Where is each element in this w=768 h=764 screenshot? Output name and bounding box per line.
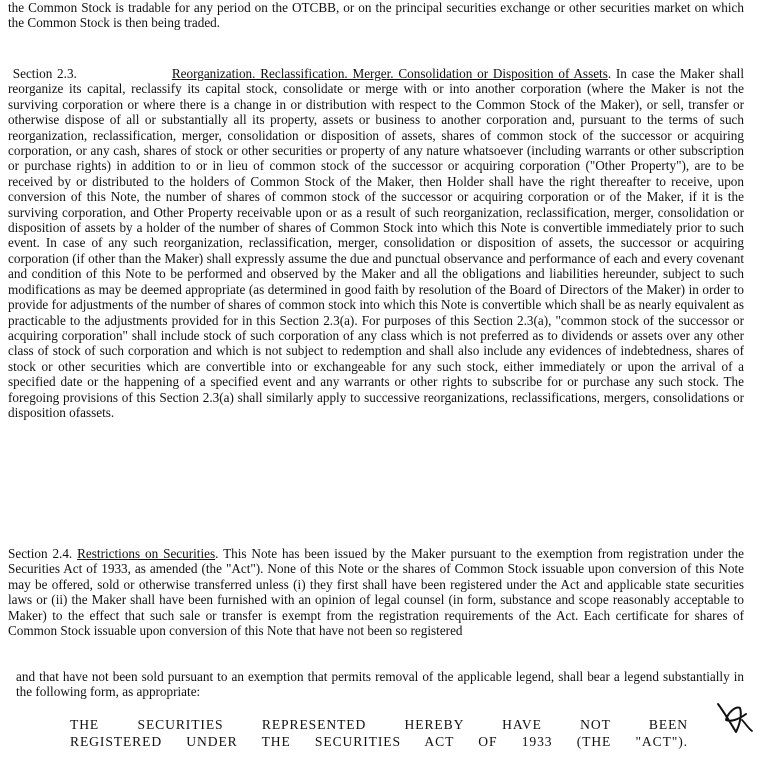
securities-legend	[70, 716, 688, 750]
top-paragraph: the Common Stock is tradable for any period on the OTCBB, or on the principal securities exchange or other securities market on which the Common Stock is then being traded.	[8, 0, 744, 31]
section-2-4	[8, 546, 744, 638]
section-2-4-continuation: and that have not been sold pursuant to an exemption that permits removal of the applicable legend, shall bear a legend substantially in the following form, as appropriate:	[16, 669, 744, 700]
section-2-4-body: . This Note has been issued by the Maker pursuant to the exemption from registration under the Securities Act of 1933, as amended (the "Act"). None of this Note or the shares of Common Stock issuable upon conversion of this Note may be offered, sold or otherwise transferred unless (i) they first shall have been registered under the Act and applicable state securities laws or (ii) the Maker shall have been furnished with an opinion of legal counsel (in form, substance and scope reasonably acceptable to Maker) to the effect that such sale or transfer is exempt from the registration requirements of the Act. Each certificate for shares of Common Stock issuable upon conversion of this Note that have not been so registered	[8, 546, 745, 639]
legend-line-1: THE SECURITIES REPRESENTED HEREBY HAVE NOT BEEN	[70, 717, 688, 732]
section-2-3-body: . In case the Maker shall reorganize its capital, reclassify its capital stock, consolidate or merge with or into another corporation (where the Maker is not the surviving corporation or where there is a change in or distribution with respect to the Common Stock of the Maker), or sell, transfer or otherwise dispose of all or substantially all its property, assets or business to another corporation and, pursuant to the terms of such reorganization, reclassification, merger, consolidation or disposition of assets, shares of common stock of the successor or acquiring corporation, or any cash, shares of stock or other securities or property of any nature whatsoever (including warrants or other subscription or purchase rights) in addition to or in lieu of common stock of the successor or acquiring corporation ("Other Property"), are to be received by or distributed to the holders of Common Stock of the Maker, then Holder shall have the right thereafter to receive, upon conversion of this Note, the number of shares of common stock of the successor or acquiring corporation or of the Maker, if it is the surviving corporation, and Other Property receivable upon or as a result of such reorganization, reclassification, merger, consolidation or disposition of assets by a holder of the number of shares of Common Stock into which this Note is convertible immediately prior to such event. In case of any such reorganization, reclassification, merger, consolidation or disposition of assets, the successor or acquiring corporation (if other than the Maker) shall expressly assume the due and punctual observance and performance of each and every covenant and condition of this Note to be performed and observed by the Maker and all the obligations and liabilities hereunder, subject to such modifications as may be deemed appropriate (as determined in good faith by resolution of the Board of Directors of the Maker) in order to provide for adjustments of the number of shares of common stock into which this Note is convertible which shall be as nearly equivalent as practicable to the adjustments provided for in this Section 2.3(a). For purposes of this Section 2.3(a), "common stock of the successor or acquiring corporation" shall include stock of such corporation of any class which is not preferred as to dividends or assets over any other class of stock of such corporation and which is not subject to redemption and shall also include any evidences of indebtedness, shares of stock or other securities which are convertible into or exchangeable for any such stock, either immediately or upon the arrival of a specified date or the happening of a specified event and any warrants or other rights to subscribe for or purchase any such stock. The foregoing provisions of this Section 2.3(a) shall similarly apply to successive reorganizations, reclassifications, mergers, consolidations or disposition ofassets.	[8, 66, 745, 420]
section-2-3	[8, 66, 744, 420]
handwritten-initials-icon	[712, 698, 756, 738]
section-2-4-caption: Restrictions on Securities	[77, 546, 216, 561]
section-2-4-number: Section 2.4.	[8, 546, 73, 561]
section-2-3-caption: Reorganization. Reclassification. Merger. Consolidation or Disposition of Assets	[171, 66, 608, 81]
section-2-3-number: Section 2.3.	[12, 66, 77, 81]
legend-line-2: REGISTERED UNDER THE SECURITIES ACT OF 1933 (THE "ACT").	[70, 734, 688, 749]
